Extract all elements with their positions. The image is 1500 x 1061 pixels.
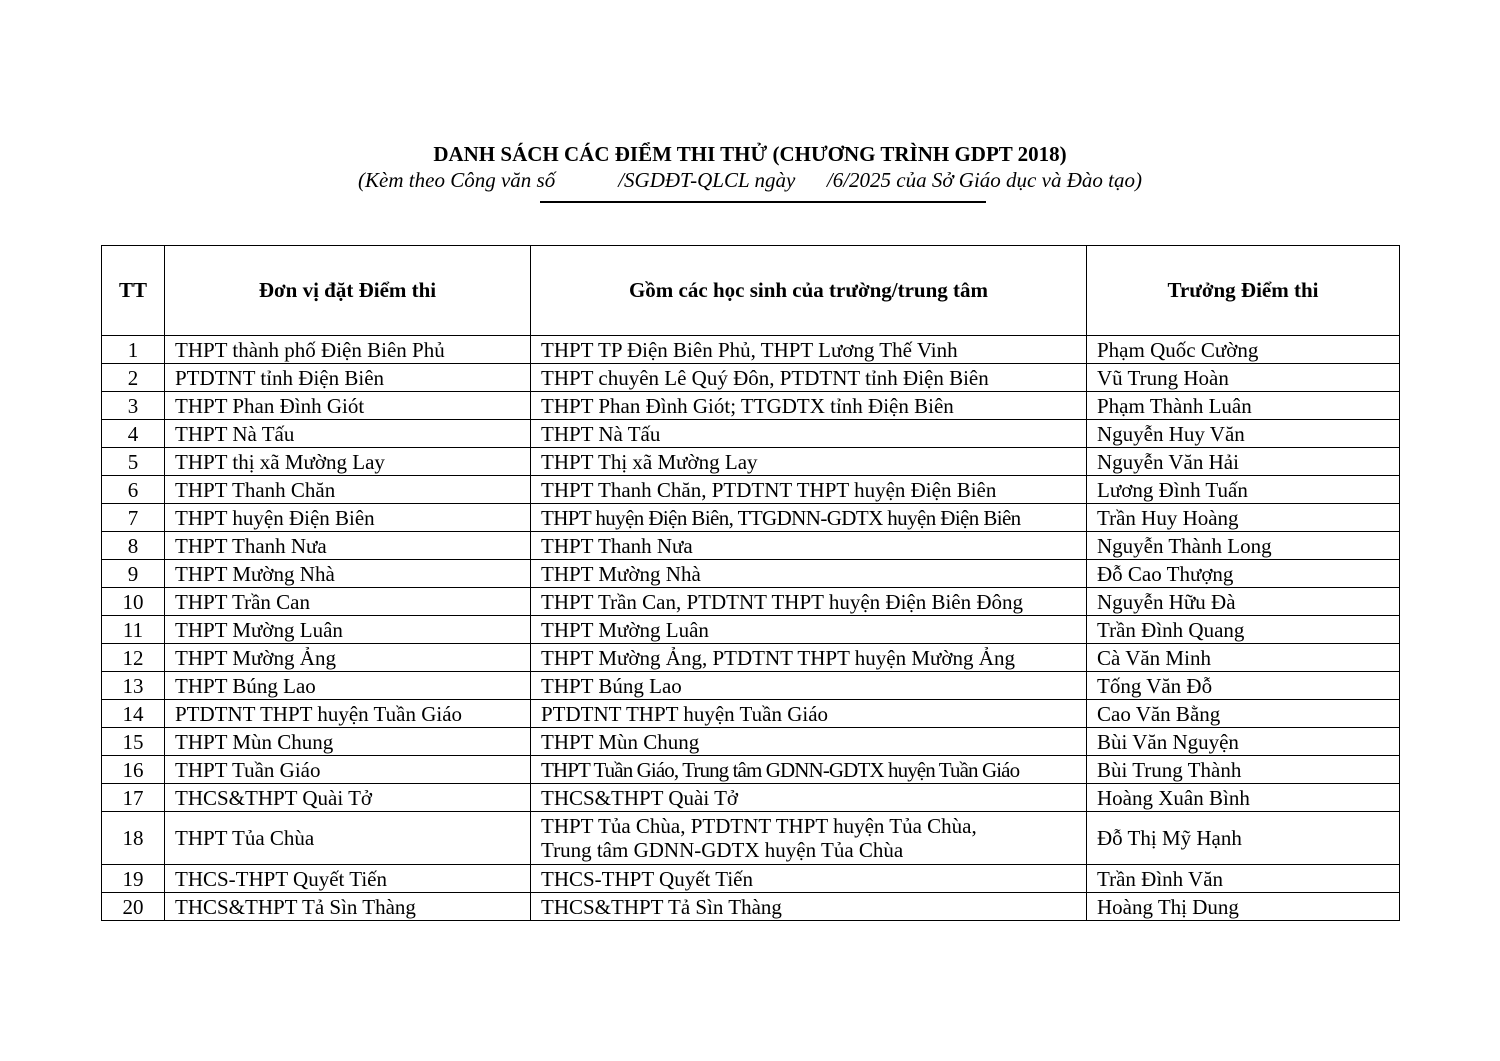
table-row	[102, 865, 1400, 893]
table-row	[102, 336, 1400, 364]
cell-students: THPT Thị xã Mường Lay	[531, 448, 1087, 476]
cell-students: THPT Tuần Giáo, Trung tâm GDNN-GDTX huyện Tuần Giáo	[531, 756, 1087, 784]
document-title: DANH SÁCH CÁC ĐIỂM THI THỬ (CHƯƠNG TRÌNH GDPT 2018)	[433, 142, 1067, 166]
cell-unit: PTDTNT THPT huyện Tuần Giáo	[165, 700, 531, 728]
cell-unit: THPT Búng Lao	[165, 672, 531, 700]
table-row	[102, 616, 1400, 644]
table-row	[102, 756, 1400, 784]
cell-tt: 1	[102, 336, 165, 364]
cell-head: Nguyễn Huy Văn	[1087, 420, 1400, 448]
cell-students: THCS&THPT Tả Sìn Thàng	[531, 893, 1087, 921]
cell-unit: THPT Thanh Chăn	[165, 476, 531, 504]
cell-tt: 3	[102, 392, 165, 420]
cell-students: PTDTNT THPT huyện Tuần Giáo	[531, 700, 1087, 728]
cell-tt: 16	[102, 756, 165, 784]
cell-students: THPT Phan Đình Giót; TTGDTX tỉnh Điện Biên	[531, 392, 1087, 420]
cell-tt: 8	[102, 532, 165, 560]
cell-head: Nguyễn Hữu Đà	[1087, 588, 1400, 616]
table-row	[102, 644, 1400, 672]
table-row	[102, 700, 1400, 728]
cell-head: Cà Văn Minh	[1087, 644, 1400, 672]
table-row	[102, 784, 1400, 812]
cell-students: THPT Thanh Chăn, PTDTNT THPT huyện Điện Biên	[531, 476, 1087, 504]
cell-unit: THCS-THPT Quyết Tiến	[165, 865, 531, 893]
cell-students: THCS&THPT Quài Tở	[531, 784, 1087, 812]
cell-tt: 12	[102, 644, 165, 672]
table-row	[102, 448, 1400, 476]
cell-unit: THPT Mường Nhà	[165, 560, 531, 588]
cell-tt: 5	[102, 448, 165, 476]
table-row	[102, 672, 1400, 700]
cell-students: THPT huyện Điện Biên, TTGDNN-GDTX huyện Điện Biên	[531, 504, 1087, 532]
cell-tt: 20	[102, 893, 165, 921]
cell-tt: 6	[102, 476, 165, 504]
cell-students: THCS-THPT Quyết Tiến	[531, 865, 1087, 893]
cell-unit: THCS&THPT Tả Sìn Thàng	[165, 893, 531, 921]
table-row	[102, 560, 1400, 588]
cell-tt: 11	[102, 616, 165, 644]
title-underline	[540, 201, 986, 203]
cell-unit: THPT Mường Luân	[165, 616, 531, 644]
cell-head: Phạm Quốc Cường	[1087, 336, 1400, 364]
cell-head: Phạm Thành Luân	[1087, 392, 1400, 420]
cell-tt: 13	[102, 672, 165, 700]
cell-head: Bùi Trung Thành	[1087, 756, 1400, 784]
cell-unit: THPT Tủa Chùa	[165, 812, 531, 865]
cell-unit: THPT Phan Đình Giót	[165, 392, 531, 420]
cell-head: Đỗ Cao Thượng	[1087, 560, 1400, 588]
cell-unit: THPT Thanh Nưa	[165, 532, 531, 560]
cell-tt: 17	[102, 784, 165, 812]
header-tt: TT	[102, 246, 165, 336]
cell-unit: PTDTNT tỉnh Điện Biên	[165, 364, 531, 392]
cell-head: Trần Đình Văn	[1087, 865, 1400, 893]
cell-unit: THPT huyện Điện Biên	[165, 504, 531, 532]
cell-students: THPT Búng Lao	[531, 672, 1087, 700]
cell-students: THPT Trần Can, PTDTNT THPT huyện Điện Biên Đông	[531, 588, 1087, 616]
table-row	[102, 728, 1400, 756]
cell-head: Trần Đình Quang	[1087, 616, 1400, 644]
cell-tt: 10	[102, 588, 165, 616]
cell-head: Nguyễn Thành Long	[1087, 532, 1400, 560]
table-row	[102, 504, 1400, 532]
cell-tt: 14	[102, 700, 165, 728]
cell-students: THPT chuyên Lê Quý Đôn, PTDTNT tỉnh Điện Biên	[531, 364, 1087, 392]
cell-head: Cao Văn Bằng	[1087, 700, 1400, 728]
cell-tt: 19	[102, 865, 165, 893]
cell-unit: THCS&THPT Quài Tở	[165, 784, 531, 812]
cell-students: THPT Mường Luân	[531, 616, 1087, 644]
cell-students: THPT TP Điện Biên Phủ, THPT Lương Thế Vinh	[531, 336, 1087, 364]
cell-tt: 18	[102, 812, 165, 865]
cell-unit: THPT Nà Tấu	[165, 420, 531, 448]
cell-students	[531, 812, 1087, 865]
cell-students: THPT Nà Tấu	[531, 420, 1087, 448]
cell-tt: 2	[102, 364, 165, 392]
cell-students: THPT Thanh Nưa	[531, 532, 1087, 560]
table-row	[102, 420, 1400, 448]
cell-students-line: Trung tâm GDNN-GDTX huyện Tủa Chùa	[541, 838, 904, 862]
cell-students: THPT Mùn Chung	[531, 728, 1087, 756]
exam-sites-table	[101, 245, 1400, 921]
cell-tt: 9	[102, 560, 165, 588]
table-row	[102, 532, 1400, 560]
document-subtitle: (Kèm theo Công văn số /SGDĐT-QLCL ngày /6/2025 của Sở Giáo dục và Đào tạo)	[358, 168, 1142, 192]
cell-head: Lương Đình Tuấn	[1087, 476, 1400, 504]
table-row	[102, 476, 1400, 504]
cell-head: Vũ Trung Hoàn	[1087, 364, 1400, 392]
header-students: Gồm các học sinh của trường/trung tâm	[531, 246, 1087, 336]
cell-unit: THPT Mường Ảng	[165, 644, 531, 672]
cell-head: Nguyễn Văn Hải	[1087, 448, 1400, 476]
cell-unit: THPT Trần Can	[165, 588, 531, 616]
cell-head: Trần Huy Hoàng	[1087, 504, 1400, 532]
cell-unit: THPT thành phố Điện Biên Phủ	[165, 336, 531, 364]
cell-unit: THPT Tuần Giáo	[165, 756, 531, 784]
table-row	[102, 392, 1400, 420]
cell-students: THPT Mường Ảng, PTDTNT THPT huyện Mường Ảng	[531, 644, 1087, 672]
cell-head: Đỗ Thị Mỹ Hạnh	[1087, 812, 1400, 865]
header-head: Trưởng Điểm thi	[1087, 246, 1400, 336]
cell-head: Bùi Văn Nguyện	[1087, 728, 1400, 756]
table-header-row	[102, 246, 1400, 336]
table-row	[102, 364, 1400, 392]
table-row	[102, 812, 1400, 865]
cell-head: Tống Văn Đỗ	[1087, 672, 1400, 700]
cell-unit: THPT Mùn Chung	[165, 728, 531, 756]
cell-students: THPT Mường Nhà	[531, 560, 1087, 588]
cell-tt: 15	[102, 728, 165, 756]
table-row	[102, 893, 1400, 921]
cell-students-line: THPT Tủa Chùa, PTDTNT THPT huyện Tủa Chùa,	[541, 814, 977, 838]
cell-tt: 4	[102, 420, 165, 448]
header-unit: Đơn vị đặt Điểm thi	[165, 246, 531, 336]
cell-tt: 7	[102, 504, 165, 532]
cell-unit: THPT thị xã Mường Lay	[165, 448, 531, 476]
table-row	[102, 588, 1400, 616]
cell-head: Hoàng Thị Dung	[1087, 893, 1400, 921]
cell-head: Hoàng Xuân Bình	[1087, 784, 1400, 812]
